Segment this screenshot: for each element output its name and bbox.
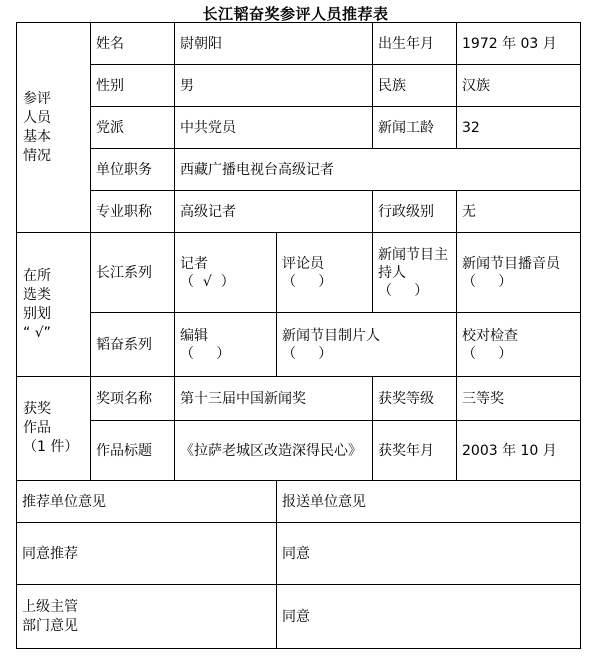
party-value: 中共党员 [175, 107, 373, 149]
option-producer[interactable] [277, 313, 457, 377]
option-proofreader[interactable] [457, 313, 581, 377]
award-name-value: 第十三届中国新闻奖 [175, 377, 373, 421]
option-label: 编辑 [180, 327, 208, 344]
option-editor[interactable] [175, 313, 277, 377]
option-checkbox[interactable]: （ ） [378, 282, 429, 299]
option-label: 评论员 [282, 255, 324, 272]
admin-value: 无 [457, 191, 581, 233]
party-label: 党派 [91, 107, 175, 149]
years-label: 新闻工龄 [373, 107, 457, 149]
category-section-label: 在所 选类 别划 “ √” [17, 233, 91, 377]
option-label: 新闻节目制片人 [282, 327, 380, 344]
option-checkbox[interactable]: （ ） [282, 345, 333, 362]
form-title: 长江韬奋奖参评人员推荐表 [202, 5, 389, 23]
ethnicity-label: 民族 [373, 65, 457, 107]
gender-label: 性别 [91, 65, 175, 107]
option-label: 新闻节目播音员 [462, 255, 560, 272]
award-date-label: 获奖年月 [373, 421, 457, 481]
unit-value: 西藏广播电视台高级记者 [175, 149, 581, 191]
award-date-value: 2003 年 10 月 [457, 421, 581, 481]
option-announcer[interactable] [457, 233, 581, 313]
superior-opinion: 同意 [277, 585, 581, 649]
unit-label: 单位职务 [91, 149, 175, 191]
admin-label: 行政级别 [373, 191, 457, 233]
work-title-value: 《拉萨老城区改造深得民心》 [175, 421, 373, 481]
option-checkbox-checked[interactable]: （ √ ） [180, 273, 235, 290]
pro-title-value: 高级记者 [175, 191, 373, 233]
recommend-unit-opinion-label: 推荐单位意见 [17, 481, 277, 523]
years-value: 32 [457, 107, 581, 149]
award-section-label: 获奖 作品 （1 件） [17, 377, 91, 481]
option-label: 校对检查 [462, 327, 518, 344]
option-label: 新闻节目主持人 [378, 246, 448, 281]
recommend-unit-opinion: 同意推荐 [17, 523, 277, 585]
award-level-value: 三等奖 [457, 377, 581, 421]
superior-opinion-label: 上级主管 部门意见 [17, 585, 277, 649]
taofen-series-label: 韬奋系列 [91, 313, 175, 377]
option-label: 记者 [180, 255, 208, 272]
basic-info-section-label: 参评 人员 基本 情况 [17, 23, 91, 233]
changjiang-series-label: 长江系列 [91, 233, 175, 313]
work-title-label: 作品标题 [91, 421, 175, 481]
option-checkbox[interactable]: （ ） [282, 273, 333, 290]
submit-unit-opinion-label: 报送单位意见 [277, 481, 581, 523]
option-host[interactable] [373, 233, 457, 313]
option-commentator[interactable] [277, 233, 373, 313]
birth-label: 出生年月 [373, 23, 457, 65]
option-checkbox[interactable]: （ ） [462, 345, 513, 362]
name-value: 尉朝阳 [175, 23, 373, 65]
award-name-label: 奖项名称 [91, 377, 175, 421]
ethnicity-value: 汉族 [457, 65, 581, 107]
option-checkbox[interactable]: （ ） [462, 273, 513, 290]
award-level-label: 获奖等级 [373, 377, 457, 421]
pro-title-label: 专业职称 [91, 191, 175, 233]
birth-value: 1972 年 03 月 [457, 23, 581, 65]
name-label: 姓名 [91, 23, 175, 65]
submit-unit-opinion: 同意 [277, 523, 581, 585]
option-checkbox[interactable]: （ ） [180, 345, 231, 362]
gender-value: 男 [175, 65, 373, 107]
recommendation-form [16, 22, 580, 648]
option-reporter[interactable] [175, 233, 277, 313]
